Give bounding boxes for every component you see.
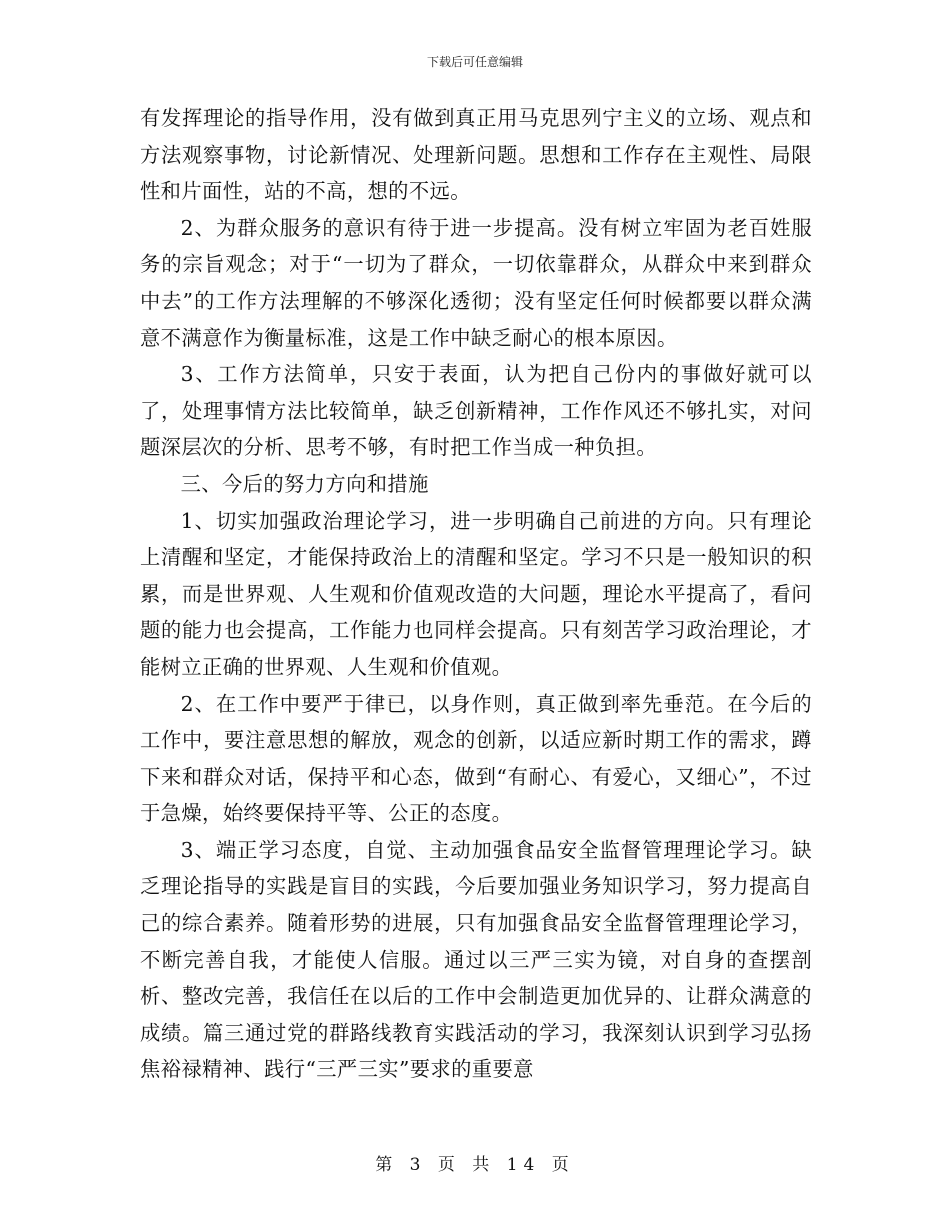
paragraph-6: 3、端正学习态度，自觉、主动加强食品安全监督管理理论学习。缺乏理论指导的实践是盲目的实践，今后要加强业务知识学习，努力提高自己的综合素养。随着形势的进展，只有加强食品安全监督管理理论学习，不断完善自我，才能使人信服。通过以三严三实为镜，对自身的查摆剖析、整改完善，我信任在以后的工作中会制造更加优异的、让群众满意的成绩。篇三通过党的群路线教育实践活动的学习，我深刻认识到学习弘扬焦裕禄精神、践行“三严三实”要求的重要意 <box>140 837 812 1082</box>
document-body <box>140 100 812 1088</box>
paragraph-2: 2、为群众服务的意识有待于进一步提高。没有树立牢固为老百姓服务的宗旨观念；对于“一切为了群众，一切依靠群众，从群众中来到群众中去”的工作方法理解的不够深化透彻；没有坚定任何时候都要以群众满意不满意作为衡量标准，这是工作中缺乏耐心的根本原因。 <box>140 215 812 350</box>
page-header: 下载后可任意编辑 <box>426 55 523 69</box>
page-footer: 第 3 页 共 14 页 <box>375 1155 575 1175</box>
paragraph-3: 3、工作方法简单，只安于表面，认为把自己份内的事做好就可以了，处理事情方法比较简单，缺乏创新精神，工作作风还不够扎实，对问题深层次的分析、思考不够，有时把工作当成一种负担。 <box>140 362 812 460</box>
paragraph-5: 2、在工作中要严于律已，以身作则，真正做到率先垂范。在今后的工作中，要注意思想的解放，观念的创新，以适应新时期工作的需求，蹲下来和群众对话，保持平和心态，做到“有耐心、有爱心，又细心”，不过于急燥，始终要保持平等、公正的态度。 <box>140 691 812 826</box>
section-heading: 三、今后的努力方向和措施 <box>180 471 429 496</box>
paragraph-1: 有发挥理论的指导作用，没有做到真正用马克思列宁主义的立场、观点和方法观察事物，讨论新情况、处理新问题。思想和工作存在主观性、局限性和片面性，站的不高，想的不远。 <box>140 106 812 204</box>
paragraph-4: 1、切实加强政治理论学习，进一步明确自己前进的方向。只有理论上清醒和坚定，才能保持政治上的清醒和坚定。学习不只是一般知识的积累，而是世界观、人生观和价值观改造的大问题，理论水平提高了，看问题的能力也会提高，工作能力也同样会提高。只有刻苦学习政治理论，才能树立正确的世界观、人生观和价值观。 <box>140 508 812 679</box>
